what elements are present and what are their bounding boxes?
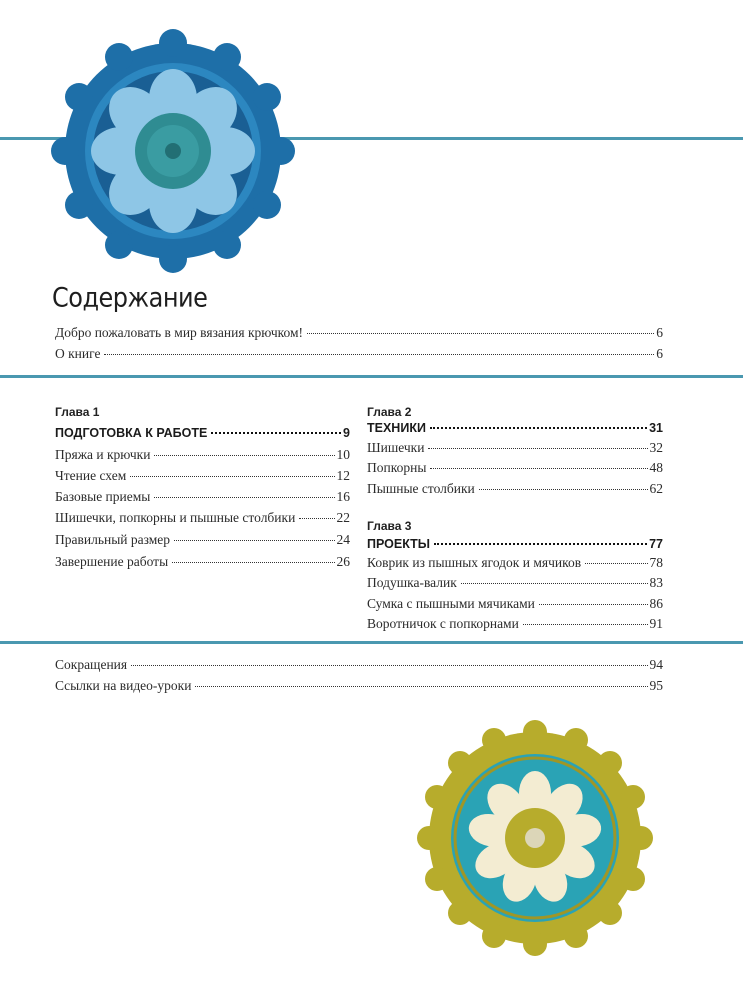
toc-entry-page: 6 — [656, 346, 663, 361]
toc-entry[interactable] — [55, 554, 350, 570]
toc-entry[interactable] — [55, 532, 350, 548]
dot-leader — [430, 468, 647, 469]
toc-entry[interactable] — [55, 447, 350, 463]
toc-heading-page: 9 — [343, 426, 350, 440]
chapter-1-heading[interactable] — [55, 426, 350, 440]
dot-leader — [174, 540, 334, 541]
dot-leader — [211, 432, 341, 434]
toc-entry-label: Попкорны — [367, 460, 427, 475]
toc-entry-label: Сумка с пышными мячиками — [367, 596, 535, 611]
dot-leader — [195, 686, 647, 687]
chapter-1-label: Глава 1 — [55, 405, 100, 419]
toc-entry-page: 10 — [336, 447, 350, 462]
toc-heading-label: ПОДГОТОВКА К РАБОТЕ — [55, 426, 208, 440]
toc-entry-page: 83 — [649, 575, 663, 590]
dot-leader — [130, 476, 334, 477]
dot-leader — [434, 543, 647, 545]
toc-entry-page: 95 — [649, 678, 663, 693]
dot-leader — [539, 604, 648, 605]
dot-leader — [104, 354, 654, 355]
toc-entry-page: 24 — [336, 532, 350, 547]
toc-entry-label: Сокращения — [55, 657, 128, 672]
blue-crochet-motif — [50, 28, 296, 274]
toc-entry-label: Пышные столбики — [367, 481, 475, 496]
toc-entry-abbreviations[interactable] — [55, 657, 663, 673]
toc-entry[interactable] — [367, 555, 663, 571]
toc-entry-page: 62 — [649, 481, 663, 496]
dot-leader — [585, 563, 647, 564]
toc-entry[interactable] — [367, 460, 663, 476]
dot-leader — [430, 427, 647, 429]
toc-entry[interactable] — [55, 468, 350, 484]
toc-entry-label: Ссылки на видео-уроки — [55, 678, 192, 693]
toc-heading-page: 77 — [649, 537, 663, 551]
toc-entry[interactable] — [55, 489, 350, 505]
toc-entry-label: Пряжа и крючки — [55, 447, 151, 462]
olive-crochet-motif — [415, 718, 655, 958]
toc-entry-page: 22 — [336, 510, 350, 525]
toc-entry-label: Завершение работы — [55, 554, 169, 569]
toc-entry-page: 16 — [336, 489, 350, 504]
toc-entry[interactable] — [367, 440, 663, 456]
toc-entry-page: 32 — [649, 440, 663, 455]
toc-entry-page: 6 — [656, 325, 663, 340]
toc-heading-label: ПРОЕКТЫ — [367, 537, 431, 551]
toc-entry-label: Подушка-валик — [367, 575, 457, 590]
toc-entry-label: Базовые приемы — [55, 489, 151, 504]
toc-entry-page: 78 — [649, 555, 663, 570]
toc-heading-page: 31 — [649, 421, 663, 435]
dot-leader — [154, 455, 334, 456]
dot-leader — [172, 562, 334, 563]
toc-entry-page: 94 — [649, 657, 663, 672]
dot-leader — [299, 518, 334, 519]
toc-entry-video-links[interactable] — [55, 678, 663, 694]
dot-leader — [523, 624, 648, 625]
toc-entry-label: Добро пожаловать в мир вязания крючком! — [55, 325, 304, 340]
toc-entry-page: 12 — [336, 468, 350, 483]
toc-entry-about[interactable] — [55, 346, 663, 362]
toc-entry-page: 26 — [336, 554, 350, 569]
dot-leader — [479, 489, 648, 490]
toc-entry-label: Коврик из пышных ягодок и мячиков — [367, 555, 582, 570]
toc-entry-label: Правильный размер — [55, 532, 171, 547]
toc-entry[interactable] — [55, 510, 350, 526]
chapter-2-label: Глава 2 — [367, 405, 412, 419]
dot-leader — [131, 665, 647, 666]
page-title: Содержание — [52, 282, 208, 314]
dot-leader — [154, 497, 334, 498]
toc-entry-page: 86 — [649, 596, 663, 611]
toc-entry-page: 91 — [649, 616, 663, 631]
toc-heading-label: ТЕХНИКИ — [367, 421, 426, 435]
chapter-2-heading[interactable] — [367, 421, 663, 435]
toc-entry[interactable] — [367, 575, 663, 591]
dot-leader — [461, 583, 648, 584]
toc-entry-label: Воротничок с попкорнами — [367, 616, 519, 631]
toc-entry[interactable] — [367, 596, 663, 612]
toc-entry-label: Чтение схем — [55, 468, 127, 483]
toc-entry-page: 48 — [649, 460, 663, 475]
toc-entry-label: Шишечки — [367, 440, 425, 455]
toc-entry-welcome[interactable] — [55, 325, 663, 341]
chapter-3-heading[interactable] — [367, 537, 663, 551]
toc-entry[interactable] — [367, 616, 663, 632]
chapter-3-label: Глава 3 — [367, 519, 412, 533]
toc-entry-label: Шишечки, попкорны и пышные столбики — [55, 510, 296, 525]
lower-rule — [0, 641, 743, 644]
dot-leader — [428, 448, 647, 449]
toc-entry-label: О книге — [55, 346, 101, 361]
middle-rule — [0, 375, 743, 378]
toc-entry[interactable] — [367, 481, 663, 497]
dot-leader — [307, 333, 654, 334]
